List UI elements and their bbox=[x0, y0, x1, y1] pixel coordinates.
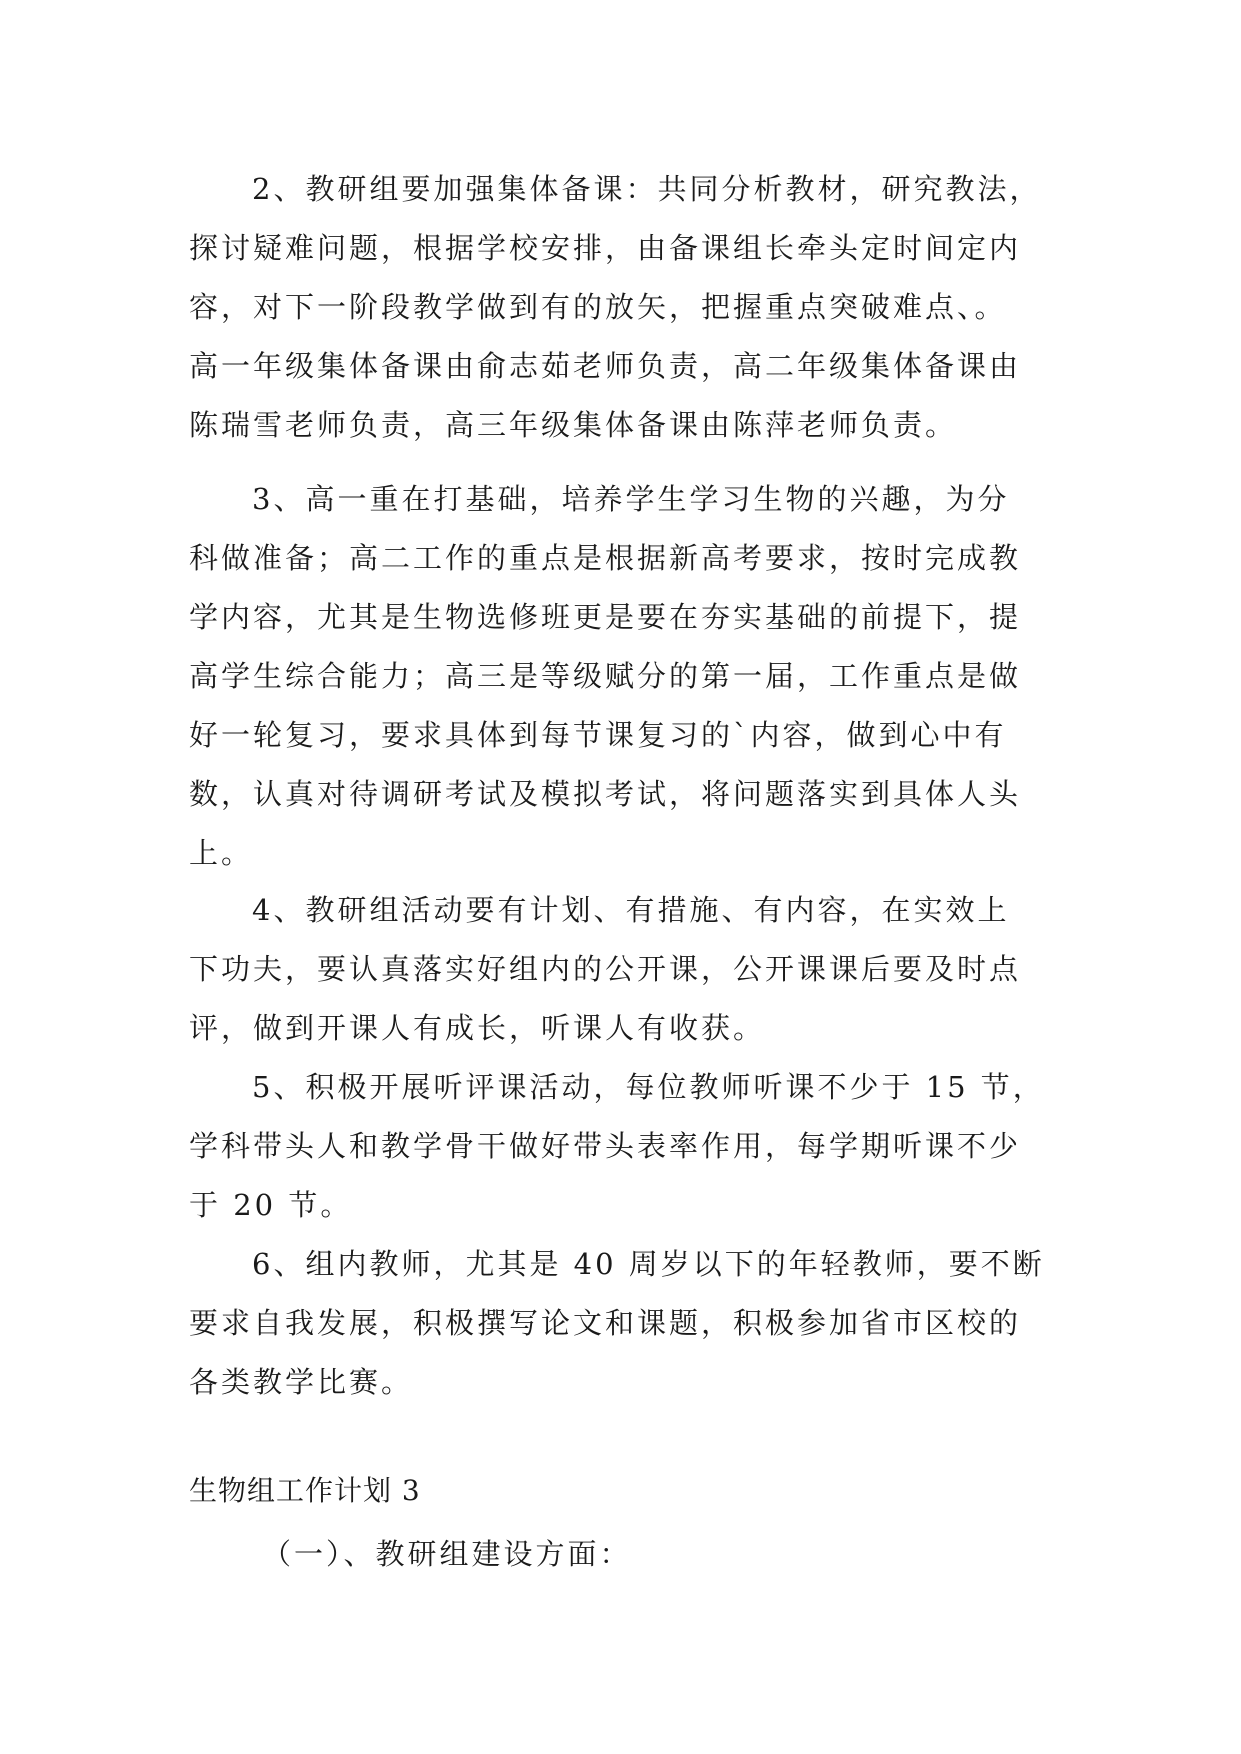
text-line: 科做准备；高二工作的重点是根据新高考要求，按时完成教 bbox=[189, 541, 1022, 575]
text-line: 好一轮复习，要求具体到每节课复习的`内容，做到心中有 bbox=[189, 718, 1007, 752]
text-line: 陈瑞雪老师负责，高三年级集体备课由陈萍老师负责。 bbox=[189, 408, 958, 442]
text-line: 于 20 节。 bbox=[189, 1188, 353, 1222]
text-line: 3、高一重在打基础，培养学生学习生物的兴趣，为分 bbox=[252, 482, 1010, 516]
text-line: 要求自我发展，积极撰写论文和课题，积极参加省市区校的 bbox=[189, 1306, 1022, 1340]
text-line: 6、组内教师，尤其是 40 周岁以下的年轻教师，要不断 bbox=[252, 1247, 1045, 1281]
text-line: 5、积极开展听评课活动，每位教师听课不少于 15 节， bbox=[252, 1070, 1045, 1104]
text-line: 4、教研组活动要有计划、有措施、有内容，在实效上 bbox=[252, 893, 1010, 927]
text-line: 上。 bbox=[189, 836, 254, 870]
text-line: 数，认真对待调研考试及模拟考试，将问题落实到具体人头 bbox=[189, 777, 1022, 811]
text-line: 学内容，尤其是生物选修班更是要在夯实基础的前提下，提 bbox=[189, 600, 1022, 634]
text-line: 探讨疑难问题，根据学校安排，由备课组长牵头定时间定内 bbox=[189, 231, 1022, 265]
text-line: 下功夫，要认真落实好组内的公开课，公开课课后要及时点 bbox=[189, 952, 1022, 986]
text-line: 高一年级集体备课由俞志茹老师负责，高二年级集体备课由 bbox=[189, 349, 1022, 383]
subsection-heading: （一）、教研组建设方面： bbox=[262, 1537, 632, 1571]
text-line: 各类教学比赛。 bbox=[189, 1365, 414, 1399]
text-line: 学科带头人和教学骨干做好带头表率作用，每学期听课不少 bbox=[189, 1129, 1022, 1163]
section-title: 生物组工作计划 3 bbox=[189, 1474, 421, 1507]
text-line: 高学生综合能力；高三是等级赋分的第一届，工作重点是做 bbox=[189, 659, 1022, 693]
text-line: 2、教研组要加强集体备课：共同分析教材，研究教法， bbox=[252, 172, 1042, 206]
text-line: 评，做到开课人有成长，听课人有收获。 bbox=[189, 1011, 766, 1045]
text-line: 容，对下一阶段教学做到有的放矢，把握重点突破难点、。 bbox=[189, 290, 1007, 324]
